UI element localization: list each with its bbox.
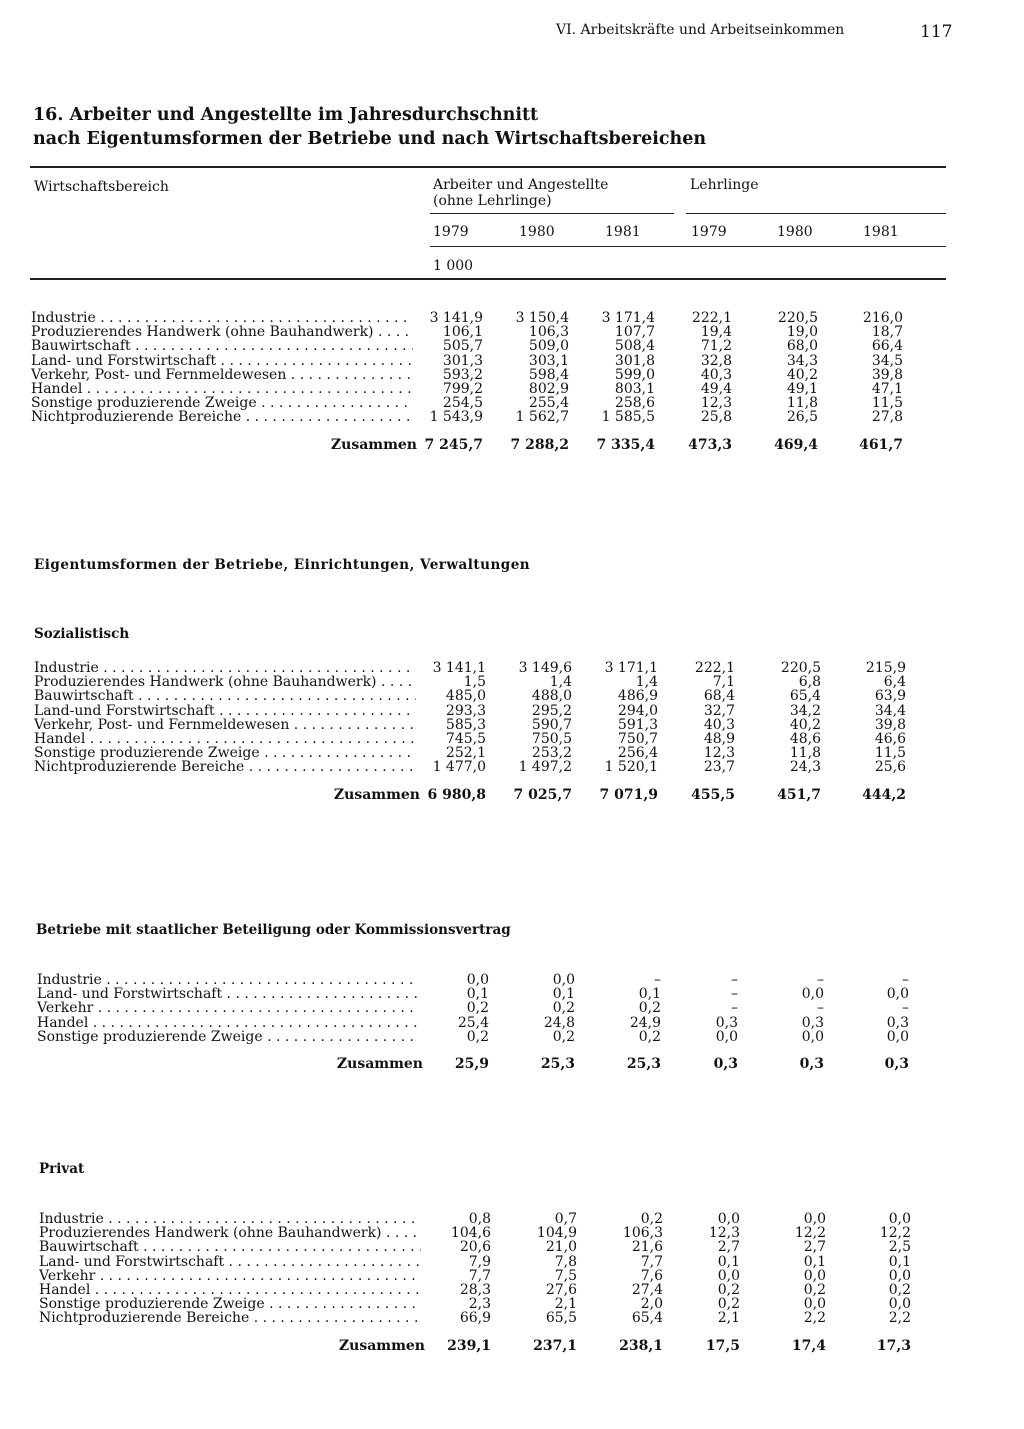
cell-value: 2,2 [888,1310,911,1327]
table-row [39,1240,919,1254]
cell-value: 0,0 [715,1028,738,1045]
group-rule-workers [430,213,674,214]
cell-value: 1 543,9 [429,409,483,426]
table-row [34,760,914,774]
cell-value: 7,7 [468,1267,491,1284]
row-label: Land- und Forstwirtschaft . . . [39,1255,421,1269]
cell-value: 1,4 [635,674,658,691]
cell-value: 0,0 [717,1267,740,1284]
row-label: Verkehr, Post- und Fernmeldewesen . . . [34,718,416,732]
cell-value: 6,8 [798,674,821,691]
group-header-workers [433,177,608,209]
cell-value: 0,3 [886,1014,909,1031]
total-value: 17,4 [791,1337,826,1354]
cell-value: – [817,972,824,988]
cell-value: 2,0 [640,1296,663,1313]
cell-value: 27,6 [545,1281,577,1298]
cell-value: 21,6 [631,1239,663,1256]
cell-value: 12,3 [700,395,732,412]
cell-value: 0,2 [888,1281,911,1298]
cell-value: 39,8 [871,366,903,383]
cell-value: 488,0 [531,688,572,705]
cell-value: 0,0 [801,986,824,1003]
cell-value: 0,0 [888,1267,911,1284]
total-value: 17,5 [705,1337,740,1354]
cell-value: 220,5 [780,660,821,676]
header-top-rule [30,166,946,168]
total-value: 0,3 [713,1055,738,1072]
total-value: 7 071,9 [599,786,658,803]
table-row [34,732,914,746]
row-label: Handel . . . [34,732,416,746]
total-row [34,785,914,805]
cell-value: 12,2 [879,1225,911,1242]
total-value: 7 335,4 [596,436,655,453]
cell-value: 2,3 [468,1296,491,1313]
cell-value: 802,9 [528,380,569,397]
cell-value: 0,1 [803,1253,826,1270]
table-row [37,1001,917,1015]
row-label: Nichtproduzierende Bereiche . . . [31,410,413,424]
cell-value: 66,4 [871,338,903,355]
cell-value: 508,4 [614,338,655,355]
cell-value: 505,7 [442,338,483,355]
cell-value: 3 171,4 [601,310,655,326]
page-number: 117 [920,22,953,42]
cell-value: – [902,972,909,988]
row-label: Sonstige produzierende Zweige . . . [39,1297,421,1311]
table-title-line-1: 16. Arbeiter und Angestellte im Jahresdurchschnitt [33,105,539,125]
cell-value: 7,8 [554,1253,577,1270]
cell-value: 106,3 [622,1225,663,1242]
cell-value: 66,9 [459,1310,491,1327]
cell-value: 0,0 [888,1211,911,1227]
cell-value: 65,5 [545,1310,577,1327]
cell-value: 34,3 [786,352,818,369]
cell-value: 0,2 [717,1281,740,1298]
cell-value: 0,0 [886,1028,909,1045]
table-row [39,1283,919,1297]
cell-value: 0,7 [554,1211,577,1227]
stub-header: Wirtschaftsbereich [34,179,169,195]
cell-value: 0,2 [638,1028,661,1045]
cell-value: 0,2 [717,1296,740,1313]
cell-value: 11,8 [789,745,821,762]
table-row [34,661,914,675]
table-row [39,1311,919,1325]
cell-value: 12,2 [794,1225,826,1242]
table-row [37,1016,917,1030]
cell-value: 12,3 [708,1225,740,1242]
table-row [34,746,914,760]
cell-value: 0,1 [466,986,489,1003]
cell-value: – [654,972,661,988]
year-header: 1979 [433,224,469,240]
year-header: 1980 [777,224,813,240]
cell-value: 7,9 [468,1253,491,1270]
table-row [34,689,914,703]
cell-value: 1 585,5 [601,409,655,426]
cell-value: 0,2 [552,1028,575,1045]
table-row [31,325,911,339]
cell-value: 0,2 [638,1000,661,1017]
cell-value: 40,3 [703,716,735,733]
cell-value: 222,1 [691,310,732,326]
cell-value: 3 141,9 [429,310,483,326]
row-label: Verkehr . . . [39,1269,421,1283]
cell-value: 294,0 [617,702,658,719]
cell-value: 0,1 [888,1253,911,1270]
data-block-private [39,1212,919,1356]
total-value: 25,3 [626,1055,661,1072]
cell-value: 0,2 [640,1211,663,1227]
cell-value: 68,0 [786,338,818,355]
cell-value: 0,0 [888,1296,911,1313]
total-label: Zusammen [336,1055,423,1072]
year-header: 1979 [691,224,727,240]
cell-value: 3 150,4 [515,310,569,326]
row-label: Produzierendes Handwerk (ohne Bauhandwerk) . . . [39,1226,421,1240]
cell-value: 2,2 [803,1310,826,1327]
cell-value: 1,5 [463,674,486,691]
section-heading: Privat [39,1161,85,1177]
cell-value: 7,1 [712,674,735,691]
year-header: 1981 [605,224,641,240]
group-header-apprentices: Lehrlinge [690,177,759,193]
table-row [39,1212,919,1226]
cell-value: 40,2 [789,716,821,733]
total-value: 461,7 [859,436,903,453]
table-title-line-2: nach Eigentumsformen der Betriebe und nach Wirtschaftsbereichen [33,129,707,149]
row-label: Bauwirtschaft . . . [34,689,416,703]
cell-value: 0,0 [803,1296,826,1313]
cell-value: – [902,1000,909,1017]
cell-value: – [731,1000,738,1017]
cell-value: 11,8 [786,395,818,412]
cell-value: 301,3 [442,352,483,369]
cell-value: 1 477,0 [432,759,486,776]
cell-value: 0,0 [803,1267,826,1284]
table-row [31,410,911,424]
row-label: Produzierendes Handwerk (ohne Bauhandwerk) . . . [31,325,413,339]
total-value: 444,2 [862,786,906,803]
cell-value: 107,7 [614,324,655,341]
cell-value: 63,9 [874,688,906,705]
row-label: Sonstige produzierende Zweige . . . [37,1030,419,1044]
cell-value: 46,6 [874,730,906,747]
cell-value: 23,7 [703,759,735,776]
cell-value: – [817,1000,824,1017]
table-row [31,339,911,353]
cell-value: 27,4 [631,1281,663,1298]
running-header: VI. Arbeitskräfte und Arbeitseinkommen [556,22,845,38]
cell-value: 0,0 [803,1211,826,1227]
cell-value: 254,5 [442,395,483,412]
cell-value: 106,3 [528,324,569,341]
cell-value: 12,3 [703,745,735,762]
cell-value: 104,6 [450,1225,491,1242]
cell-value: 252,1 [445,745,486,762]
cell-value: 590,7 [531,716,572,733]
row-label: Handel . . . [39,1283,421,1297]
cell-value: 258,6 [614,395,655,412]
table-row [34,718,914,732]
cell-value: 0,0 [466,972,489,988]
total-value: 238,1 [619,1337,663,1354]
table-title [33,103,706,151]
cell-value: 19,4 [700,324,732,341]
cell-value: 0,3 [801,1014,824,1031]
total-value: 7 288,2 [510,436,569,453]
cell-value: 301,8 [614,352,655,369]
cell-value: 11,5 [874,745,906,762]
table-row [31,311,911,325]
cell-value: 599,0 [614,366,655,383]
total-row [39,1336,919,1356]
cell-value: 34,2 [789,702,821,719]
cell-value: 0,0 [717,1211,740,1227]
row-label: Verkehr, Post- und Fernmeldewesen . . . [31,368,413,382]
cell-value: 25,6 [874,759,906,776]
cell-value: 585,3 [445,716,486,733]
total-value: 237,1 [533,1337,577,1354]
row-label: Nichtproduzierende Bereiche . . . [34,760,416,774]
total-label: Zusammen [330,436,417,453]
cell-value: 20,6 [459,1239,491,1256]
cell-value: 32,7 [703,702,735,719]
table-row [37,1030,917,1044]
cell-value: 2,1 [554,1296,577,1313]
row-label: Sonstige produzierende Zweige . . . [34,746,416,760]
row-label: Handel . . . [31,382,413,396]
data-block-state-participation [37,973,917,1074]
cell-value: 1 562,7 [515,409,569,426]
cell-value: 26,5 [786,409,818,426]
total-value: 0,3 [884,1055,909,1072]
cell-value: 256,4 [617,745,658,762]
cell-value: 34,4 [874,702,906,719]
year-header: 1981 [863,224,899,240]
cell-value: 0,2 [803,1281,826,1298]
cell-value: 803,1 [614,380,655,397]
cell-value: 215,9 [865,660,906,676]
cell-value: – [731,972,738,988]
cell-value: 0,0 [886,986,909,1003]
cell-value: 0,0 [801,1028,824,1045]
row-label: Land- und Forstwirtschaft . . . [37,987,419,1001]
cell-value: 71,2 [700,338,732,355]
cell-value: 39,8 [874,716,906,733]
cell-value: 65,4 [789,688,821,705]
header-bottom-rule [30,278,946,280]
cell-value: 48,9 [703,730,735,747]
cell-value: 7,7 [640,1253,663,1270]
row-label: Nichtproduzierende Bereiche . . . [39,1311,421,1325]
cell-value: 0,1 [717,1253,740,1270]
cell-value: 598,4 [528,366,569,383]
cell-value: 3 149,6 [518,660,572,676]
cell-value: 25,8 [700,409,732,426]
row-label: Industrie . . . [39,1212,421,1226]
total-row [37,1054,917,1074]
cell-value: 0,0 [552,972,575,988]
total-value: 455,5 [691,786,735,803]
total-value: 451,7 [777,786,821,803]
table-row [31,396,911,410]
cell-value: 222,1 [694,660,735,676]
cell-value: 104,9 [536,1225,577,1242]
row-label: Industrie . . . [37,973,419,987]
table-row [34,675,914,689]
cell-value: 509,0 [528,338,569,355]
cell-value: 34,5 [871,352,903,369]
table-row [39,1269,919,1283]
row-label: Bauwirtschaft . . . [31,339,413,353]
table-row [39,1226,919,1240]
cell-value: 11,5 [871,395,903,412]
total-label: Zusammen [333,786,420,803]
cell-value: 220,5 [777,310,818,326]
row-label: Land-und Forstwirtschaft . . . [34,704,416,718]
table-row [31,382,911,396]
row-label: Verkehr . . . [37,1001,419,1015]
cell-value: 24,8 [543,1014,575,1031]
total-value: 0,3 [799,1055,824,1072]
row-label: Land- und Forstwirtschaft . . . [31,354,413,368]
section-heading: Betriebe mit staatlicher Beteiligung oder Kommissionsvertrag [36,922,511,938]
cell-value: 0,2 [466,1028,489,1045]
cell-value: 47,1 [871,380,903,397]
year-rule [430,246,946,247]
row-label: Bauwirtschaft . . . [39,1240,421,1254]
section-heading: Sozialistisch [34,626,130,642]
cell-value: 0,2 [466,1000,489,1017]
cell-value: 750,5 [531,730,572,747]
cell-value: 28,3 [459,1281,491,1298]
total-value: 7 025,7 [513,786,572,803]
cell-value: 27,8 [871,409,903,426]
cell-value: 24,3 [789,759,821,776]
cell-value: 32,8 [700,352,732,369]
data-block-socialist [34,661,914,805]
cell-value: 3 171,1 [604,660,658,676]
year-header: 1980 [519,224,555,240]
cell-value: 485,0 [445,688,486,705]
cell-value: 2,7 [717,1239,740,1256]
total-value: 25,9 [454,1055,489,1072]
group-header-workers-line-1: Arbeiter und Angestellte [433,177,609,193]
cell-value: 0,8 [468,1211,491,1227]
cell-value: 486,9 [617,688,658,705]
cell-value: 7,6 [640,1267,663,1284]
cell-value: 253,2 [531,745,572,762]
cell-value: 2,1 [717,1310,740,1327]
cell-value: 19,0 [786,324,818,341]
row-label: Produzierendes Handwerk (ohne Bauhandwerk) . . . [34,675,416,689]
cell-value: 745,5 [445,730,486,747]
total-row [31,435,911,455]
row-label: Industrie . . . [31,311,413,325]
cell-value: 40,2 [786,366,818,383]
cell-value: 591,3 [617,716,658,733]
unit-label: 1 000 [433,258,474,274]
data-block-total [31,311,911,455]
cell-value: 303,1 [528,352,569,369]
total-value: 25,3 [540,1055,575,1072]
cell-value: 49,4 [700,380,732,397]
cell-value: 40,3 [700,366,732,383]
row-label: Sonstige produzierende Zweige . . . [31,396,413,410]
cell-value: 0,1 [638,986,661,1003]
table-row [39,1297,919,1311]
cell-value: 18,7 [871,324,903,341]
table-row [37,973,917,987]
cell-value: 48,6 [789,730,821,747]
table-row [31,354,911,368]
cell-value: 2,7 [803,1239,826,1256]
total-value: 473,3 [688,436,732,453]
total-value: 7 245,7 [424,436,483,453]
table-row [31,368,911,382]
ownership-subtitle: Eigentumsformen der Betriebe, Einrichtungen, Verwaltungen [34,557,531,573]
cell-value: 750,7 [617,730,658,747]
group-rule-apprentices [686,213,946,214]
cell-value: 799,2 [442,380,483,397]
cell-value: 68,4 [703,688,735,705]
cell-value: 0,1 [552,986,575,1003]
cell-value: 1,4 [549,674,572,691]
cell-value: 216,0 [862,310,903,326]
cell-value: 2,5 [888,1239,911,1256]
cell-value: 1 497,2 [518,759,572,776]
cell-value: 0,3 [715,1014,738,1031]
cell-value: 49,1 [786,380,818,397]
cell-value: 293,3 [445,702,486,719]
total-value: 239,1 [447,1337,491,1354]
cell-value: 21,0 [545,1239,577,1256]
total-label: Zusammen [338,1337,425,1354]
table-row [37,987,917,1001]
cell-value: 7,5 [554,1267,577,1284]
cell-value: 65,4 [631,1310,663,1327]
cell-value: 255,4 [528,395,569,412]
cell-value: 6,4 [883,674,906,691]
table-row [34,704,914,718]
cell-value: 106,1 [442,324,483,341]
cell-value: 1 520,1 [604,759,658,776]
total-value: 469,4 [774,436,818,453]
cell-value: 593,2 [442,366,483,383]
total-value: 6 980,8 [427,786,486,803]
group-header-workers-line-2: (ohne Lehrlinge) [433,193,552,209]
cell-value: 25,4 [457,1014,489,1031]
cell-value: 295,2 [531,702,572,719]
cell-value: – [731,986,738,1003]
cell-value: 0,2 [552,1000,575,1017]
row-label: Handel . . . [37,1016,419,1030]
total-value: 17,3 [876,1337,911,1354]
cell-value: 3 141,1 [432,660,486,676]
table-row [39,1255,919,1269]
row-label: Industrie . . . [34,661,416,675]
cell-value: 24,9 [629,1014,661,1031]
